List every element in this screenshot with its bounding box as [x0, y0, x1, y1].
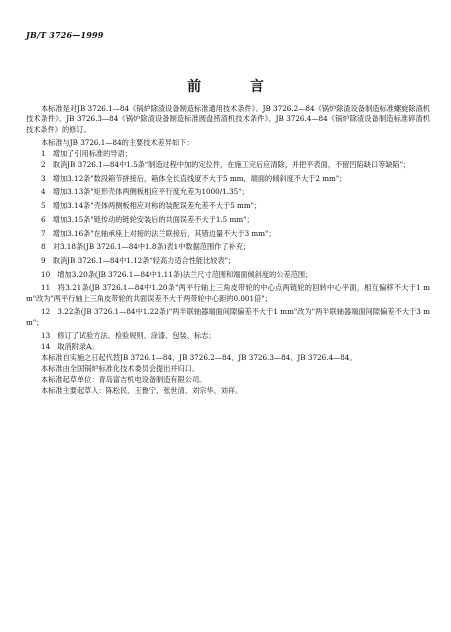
paragraph-drafting-unit: 本标准起草单位：青岛富吉机电设备制造有限公司。 — [41, 374, 207, 384]
paragraph-supersedes: 本标准自实施之日起代替JB 3726.1—84、JB 3726.2—84、JB 3726.3—84、JB 3726.4—84。 — [41, 353, 357, 362]
list-item: 12 3.22条(JB 3726.1—84中1.22条)"两半联轴器端面间隙偏差不大于1 mm"改为"两半联轴器端面间隙偏差不大于3 mm"； — [26, 307, 430, 327]
paragraph-differences-lead: 本标准与JB 3726.1—84的主要技术差异如下： — [41, 138, 194, 148]
document-code-header: JB/T 3726—1999 — [26, 30, 104, 40]
list-item: 1 增加了引用标准的导语； — [41, 149, 132, 159]
paragraph-drafters: 本标准主要起草人：陈松民、王鲁宁、张世清、刘宗华、刘祥。 — [41, 385, 243, 395]
paragraph-intro: 本标准是对JB 3726.1—84《锅炉除渣设备制造标准通用技术条件》、JB 3726.2—84《锅炉除渣设备制造标准螺旋除渣机技术条件》、JB 3726.3—84《锅炉除渣设备制造标准圆盘捞渣机技术条件》、JB 3726.4—84《锅炉除渣设备制造标准碎渣机技术条件》的修订。 — [26, 104, 430, 134]
list-item: 13 修订了试验方法、检验规则、涂漆、包装、标志； — [41, 331, 216, 341]
list-item: 3 增加3.12条"数段箱节拼接后，箱体全长直线度不大于5 mm，端面的倾斜度不大于2 mm"； — [41, 173, 347, 183]
list-item: 9 取消JB 3726.1—84中1.12条"轻高力适合性能比较表"； — [41, 255, 236, 265]
list-item: 10 增加3.20条(JB 3726.1—84中1.11条)法兰尺寸范围和端面倾斜度的公差范围； — [41, 269, 313, 279]
list-item: 4 增加3.13条"矩形壳体两侧板相应平行度允差为1000/1.35"； — [41, 187, 249, 197]
list-item: 14 取消附录A。 — [41, 342, 99, 352]
list-item: 11 将3.21条(JB 3726.1—84中1.20条"两平行轴上三角皮带轮的中心点两链轮的回转中心平面，相互偏移不大于1 mm"改为"两平行轴上三角皮带轮的共面误差不大于两带轮中心距的0.001倍"； — [26, 283, 430, 303]
list-item: 7 增加3.16条"在轴承座上对接的法兰联接后，其错边量不大于3 mm"； — [41, 228, 276, 238]
list-item: 8 对3.18条(JB 3726.1—84中1.8条)表1中数据范围作了补充； — [41, 242, 251, 252]
list-item: 5 增加3.14条"壳体两侧板相应对称的装配误差允差不大于5 mm"； — [41, 201, 262, 211]
page-title: 前 言 — [187, 79, 286, 95]
foreword-body — [26, 104, 430, 397]
paragraph-proposed-by: 本标准由全国锅炉标准化技术委员会提出并归口。 — [41, 363, 200, 373]
list-item: 6 增加3.15条"链传动的链轮安装后的共面误差不大于1.5 mm"； — [41, 214, 254, 224]
list-item: 2 取消JB 3726.1—84中1.5条"制造过程中加的定位件，在施工完后应清除，并把平表面，不留凹陷缺口等缺陷"； — [41, 160, 411, 170]
